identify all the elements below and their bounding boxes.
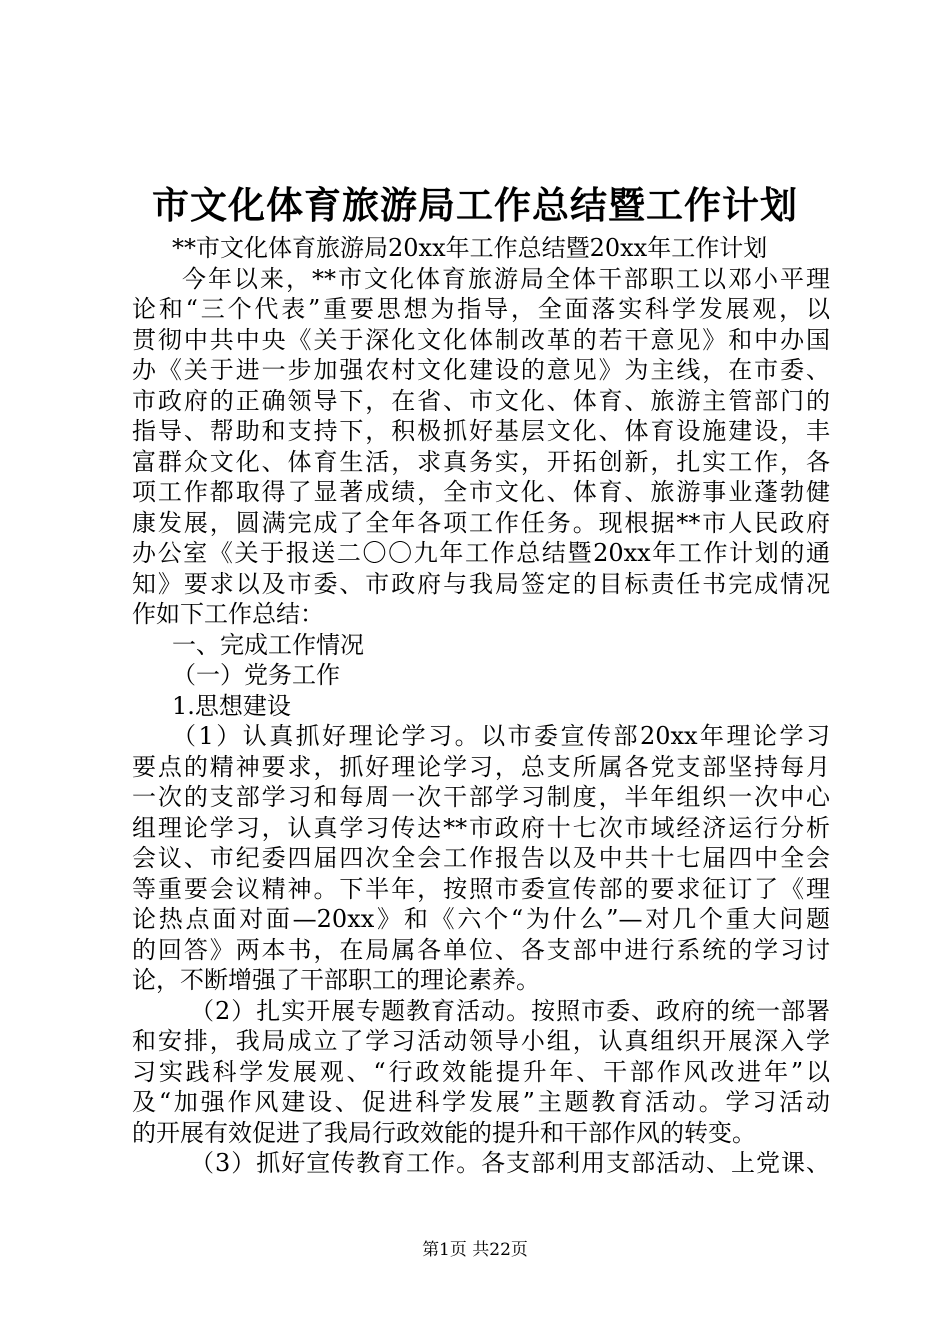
paragraph-line: 指导、帮助和支持下，积极抓好基层文化、体育设施建设，丰	[132, 417, 830, 445]
paragraph-line: 富群众文化、体育生活，求真务实，开拓创新，扎实工作，各	[132, 447, 830, 476]
paragraph-line: 和安排，我局成立了学习活动领导小组，认真组织开展深入学	[132, 1027, 830, 1055]
paragraph-line: 办《关于进一步加强农村文化建设的意见》为主线，在市委、	[132, 356, 830, 384]
paragraph-line: 作如下工作总结：	[132, 600, 324, 628]
subsection-heading: （一）党务工作	[172, 661, 340, 689]
paragraph-line: 会议、市纪委四届四次全会工作报告以及中共十七届四中全会	[132, 844, 830, 872]
document-body	[132, 233, 830, 1179]
paragraph-line: 及“加强作风建设、促进科学发展”主题教育活动。学习活动	[132, 1088, 830, 1116]
page-number: 第1页 共22页	[422, 1240, 528, 1260]
item-heading: 1.思想建设	[172, 691, 291, 720]
paragraph-line: 一次的支部学习和每周一次干部学习制度，半年组织一次中心	[132, 783, 830, 811]
paragraph-line: （1）认真抓好理论学习。以市委宣传部20xx年理论学习	[172, 722, 830, 750]
paragraph-line: 的回答》两本书，在局属各单位、各支部中进行系统的学习讨	[132, 935, 830, 964]
paragraph-line: （3）抓好宣传教育工作。各支部利用支部活动、上党课、	[190, 1149, 830, 1177]
paragraph-line: 论和“三个代表”重要思想为指导，全面落实科学发展观，以	[132, 295, 830, 323]
section-heading: 一、完成工作情况	[172, 630, 364, 659]
paragraph-line: 习实践科学发展观、“行政效能提升年、干部作风改进年”以	[132, 1057, 830, 1086]
paragraph-line: 项工作都取得了显著成绩，全市文化、体育、旅游事业蓬勃健	[132, 478, 830, 506]
paragraph-line: 的开展有效促进了我局行政效能的提升和干部作风的转变。	[132, 1118, 756, 1147]
paragraph-line: 等重要会议精神。下半年，按照市委宣传部的要求征订了《理	[132, 874, 830, 903]
paragraph-line: 论，不断增强了干部职工的理论素养。	[132, 966, 540, 994]
paragraph-line: 知》要求以及市委、市政府与我局签定的目标责任书完成情况	[132, 569, 830, 598]
paragraph-line: 康发展，圆满完成了全年各项工作任务。现根据**市人民政府	[132, 508, 830, 537]
paragraph-line: 要点的精神要求，抓好理论学习，总支所属各党支部坚持每月	[132, 752, 830, 781]
subtitle-line: **市文化体育旅游局20xx年工作总结暨20xx年工作计划	[172, 234, 768, 262]
paragraph-line: 今年以来，**市文化体育旅游局全体干部职工以邓小平理	[182, 264, 830, 293]
document-title: 市文化体育旅游局工作总结暨工作计划	[152, 183, 798, 227]
paragraph-line: 办公室《关于报送二〇〇九年工作总结暨20xx年工作计划的通	[132, 539, 830, 567]
paragraph-line: 市政府的正确领导下，在省、市文化、体育、旅游主管部门的	[132, 386, 830, 415]
paragraph-line: （2）扎实开展专题教育活动。按照市委、政府的统一部署	[190, 996, 830, 1025]
paragraph-line: 贯彻中共中央《关于深化文化体制改革的若干意见》和中办国	[132, 325, 830, 354]
paragraph-line: 论热点面对面—20xx》和《六个“为什么”—对几个重大问题	[132, 905, 830, 933]
paragraph-line: 组理论学习，认真学习传达**市政府十七次市域经济运行分析	[132, 813, 830, 842]
